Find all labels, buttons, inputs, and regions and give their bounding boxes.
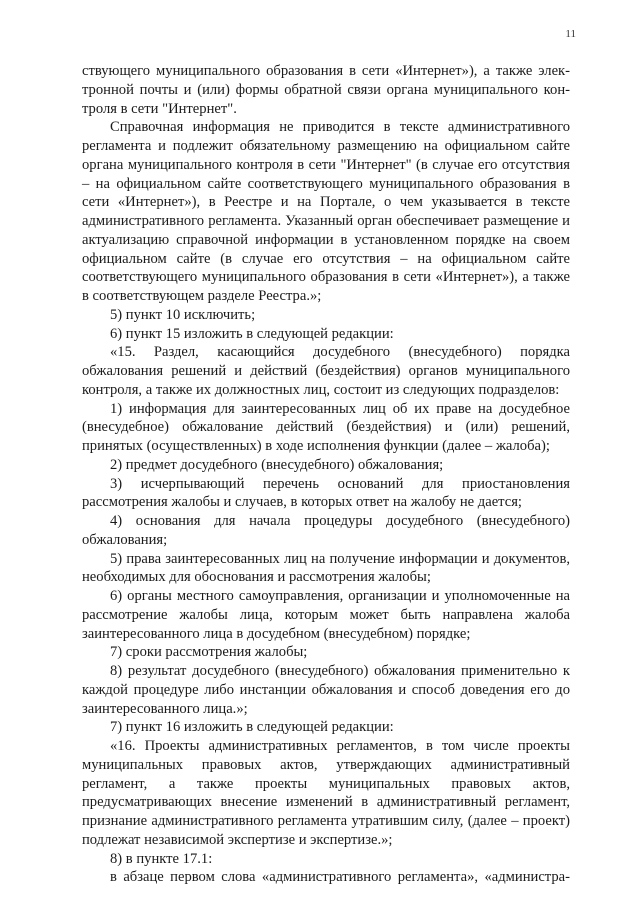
paragraph-subsection-3: 3) исчерпывающий перечень оснований для приостановления рассмотрения жалобы и случаев, в которых ответ на жалобу не дается; bbox=[82, 475, 570, 511]
document-body bbox=[82, 62, 570, 887]
paragraph-item-5: 5) пункт 10 исключить; bbox=[110, 306, 256, 323]
text-line: троля в сети "Интернет". bbox=[82, 100, 237, 117]
paragraph-item-8: 8) в пункте 17.1: bbox=[110, 850, 213, 867]
paragraph-first-clause: в абзаце первом слова «административного регламента», «администра- bbox=[110, 869, 570, 886]
text-line: ствующего муниципального образования в сети «Интернет»), а также элек- bbox=[82, 63, 570, 79]
page-number: 11 bbox=[565, 28, 576, 40]
paragraph-subsection-8: 8) результат досудебного (внесудебного) обжалования применительно к каждой процедуре либо инстанции обжалования и способ доведения его до заинтересованного лица.»; bbox=[82, 663, 570, 717]
paragraph-subsection-2: 2) предмет досудебного (внесудебного) обжалования; bbox=[110, 456, 444, 473]
paragraph-subsection-5: 5) права заинтересованных лиц на получение информации и документов, необходимых для обоснования и рассмотрения жалобы; bbox=[82, 550, 570, 586]
text-line: тронной почты и (или) формы обратной связи органа муниципального кон- bbox=[82, 81, 570, 98]
paragraph-subsection-4: 4) основания для начала процедуры досудебного (внесудебного) обжалования; bbox=[82, 513, 570, 548]
paragraph-section-16: «16. Проекты административных регламентов, в том числе проекты муниципальных правовых актов, утверждающих административный регламент, а также проекты муниципальных правовых актов, предусматривающих внесение изменений в административный регламент, признание административного регламента утратившим силу, (далее – проект) подлежат независимой экспертизе и экспертизе.»; bbox=[82, 738, 570, 848]
paragraph-item-6: 6) пункт 15 изложить в следующей редакции: bbox=[110, 325, 394, 342]
paragraph-reference-info: Справочная информация не приводится в тексте административного регламента и подлежит обязательному размещению на официальном сайте органа муниципального контроля в сети "Интернет" (в случае его отсутствия – на официальном сайте соответствующего муниципального образования в сети «Интернет»), в Реестре и на Портале, о чем указывается в тексте административного регламента. Указанный орган обеспечивает размещение и актуализацию справочной информации в установленном порядке на своем официальном сайте (в случае его отсутствия – на официальном сайте соответствующего муниципального образования в сети «Интернет»), а также в соответствующем разделе Реестра.»; bbox=[82, 119, 570, 304]
paragraph-subsection-1: 1) информация для заинтересованных лиц об их праве на досудебное (внесудебное) обжалование действий (бездействия) и (или) решений, принятых (осуществленных) в ходе исполнения функции (далее – жалоба); bbox=[82, 400, 570, 454]
paragraph-subsection-6: 6) органы местного самоуправления, организации и уполномоченные на рассмотрение жалобы лица, которым может быть направлена жалоба заинтересованного лица в досудебном (внесудебном) порядке; bbox=[82, 588, 570, 642]
paragraph-item-7: 7) пункт 16 изложить в следующей редакции: bbox=[110, 719, 394, 736]
paragraph-subsection-7: 7) сроки рассмотрения жалобы; bbox=[110, 644, 308, 661]
paragraph-section-15: «15. Раздел, касающийся досудебного (внесудебного) порядка обжалования решений и действий (бездействия) органов муниципального контроля, а также их должностных лиц, состоит из следующих подразделов: bbox=[82, 344, 570, 398]
